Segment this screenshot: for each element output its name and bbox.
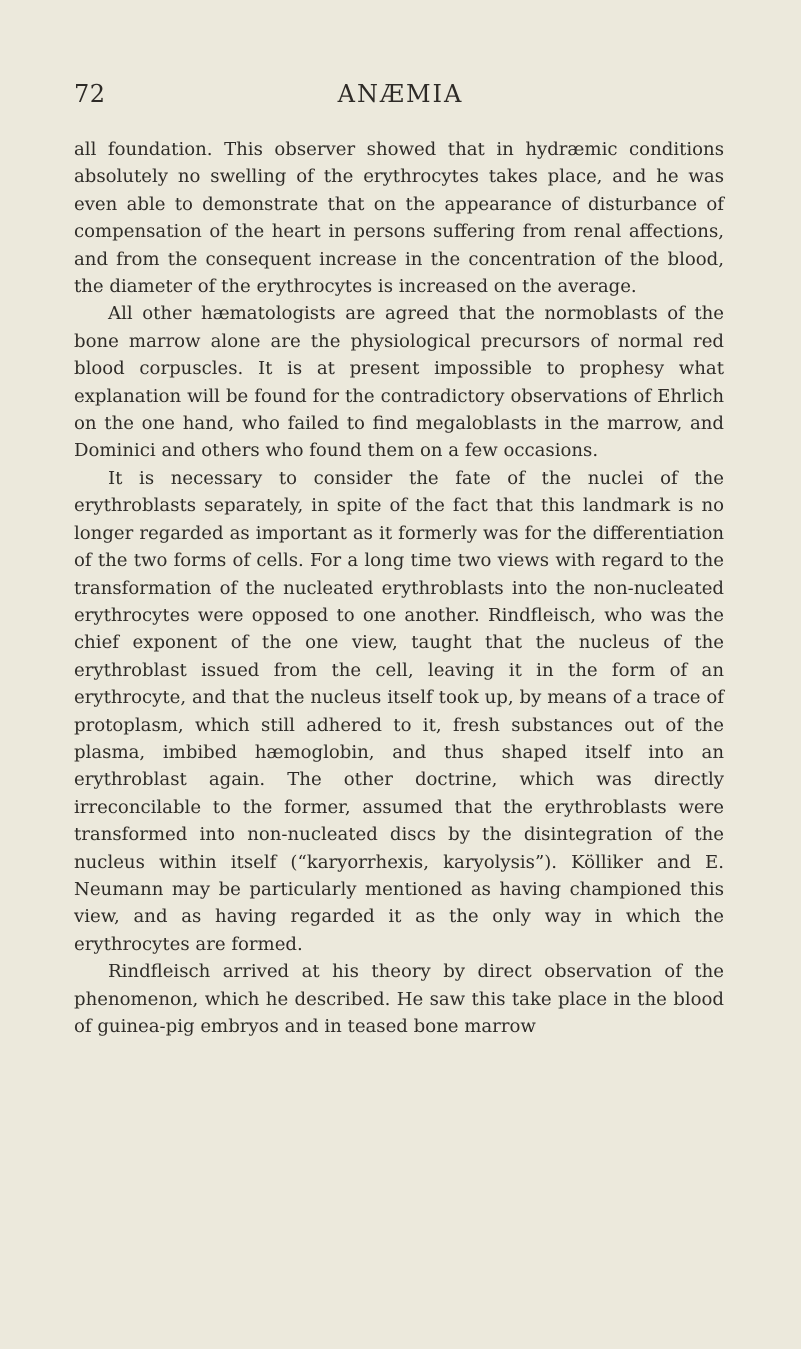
- running-title: ANÆMIA: [337, 80, 464, 108]
- paragraph-2: All other hæmatologists are agreed that the normoblasts of the bone marrow alone are the physiological precursors of normal red blood corpuscles. It is at present impossible to prophesy what explanation will be found for the contradictory observations of Ehrlich on the one hand, who failed to find megaloblasts in the marrow, and Dominici and others who found them on a few occasions.: [74, 303, 724, 462]
- body-text: [74, 136, 724, 1040]
- paragraph-1: all foundation. This observer showed that in hydræmic conditions absolutely no swelling of the erythrocytes takes place, and he was even able to demonstrate that on the appearance of disturbance of compensation of the heart in persons suffering from renal affections, and from the consequent increase in the concentration of the blood, the diameter of the erythrocytes is increased on the average.: [74, 139, 724, 298]
- paragraph-3: It is necessary to consider the fate of the nuclei of the erythroblasts separately, in spite of the fact that this landmark is no longer regarded as important as it formerly was for the differentiation of the two forms of cells. For a long time two views with regard to the transformation of the nucleated erythroblasts into the non-nucleated erythrocytes were opposed to one another. Rindfleisch, who was the chief exponent of the one view, taught that the nucleus of the erythroblast issued from the cell, leaving it in the form of an erythrocyte, and that the nucleus itself took up, by means of a trace of protoplasm, which still adhered to it, fresh substances out of the plasma, imbibed hæmoglobin, and thus shaped itself into an erythroblast again. The other doctrine, which was directly irreconcilable to the former, assumed that the erythroblasts were transformed into non-nucleated discs by the disintegration of the nucleus within itself (“karyorrhexis, karyolysis”). Kölliker and E. Neumann may be particularly mentioned as having championed this view, and as having regarded it as the only way in which the erythrocytes are formed.: [74, 467, 724, 955]
- paragraph-4: Rindfleisch arrived at his theory by direct observation of the phenomenon, which he described. He saw this take place in the blood of guinea-pig embryos and in teased bone marrow: [74, 961, 724, 1037]
- running-head: [0, 80, 801, 120]
- page-number: 72: [74, 80, 106, 108]
